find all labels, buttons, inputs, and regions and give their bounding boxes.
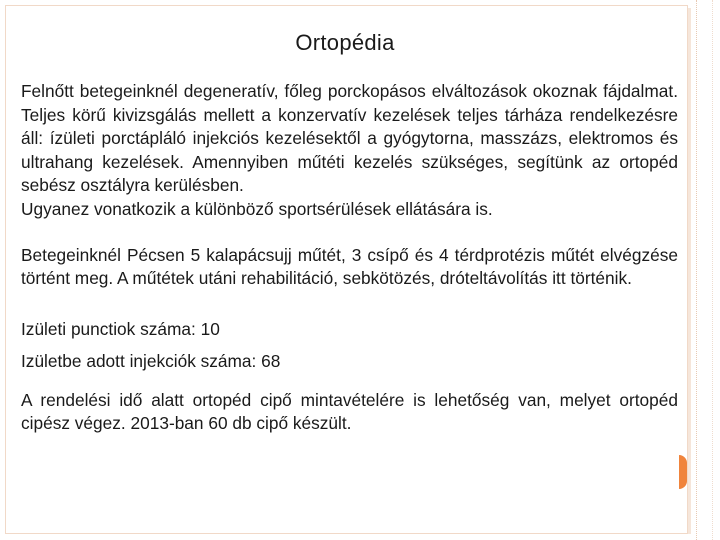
shoe-paragraph: A rendelési idő alatt ortopéd cipő mintavételére is lehetőség van, melyet ortopéd cipész végez. 2013-ban 60 db cipő készült.	[21, 389, 678, 434]
page-title: Ortopédia	[295, 30, 395, 55]
decorative-rule	[712, 0, 713, 540]
sports-injury-line: Ugyanez vonatkozik a különböző sportsérülések ellátására is.	[21, 198, 493, 219]
injection-count: Izületbe adott injekciók száma: 68	[21, 350, 281, 371]
frame-shadow	[688, 8, 691, 534]
surgery-paragraph: Betegeinknél Pécsen 5 kalapácsujj műtét, 3 csípő és 4 térdprotézis műtét elvégzése történt meg. A műtétek utáni rehabilitáció, sebkötözés, dróteltávolítás itt történik.	[21, 244, 678, 289]
intro-paragraph: Felnőtt betegeinknél degeneratív, főleg porckopásos elváltozások okoznak fájdalmat. Teljes körű kivizsgálás mellett a konzervatív kezelések teljes tárháza rendelkezésre áll: ízületi porctápláló injekciós kezelésektől a gyógytorna, masszázs, elektromos és ultrahang kezelések. Amennyiben műtéti kezelés szükséges, segítünk az ortopéd sebész osztályra kerülésben.	[21, 81, 678, 196]
accent-tab	[679, 455, 687, 489]
punction-count: Izületi punctiok száma: 10	[21, 318, 220, 339]
decorative-rule	[696, 0, 697, 540]
slide-body	[21, 80, 678, 436]
